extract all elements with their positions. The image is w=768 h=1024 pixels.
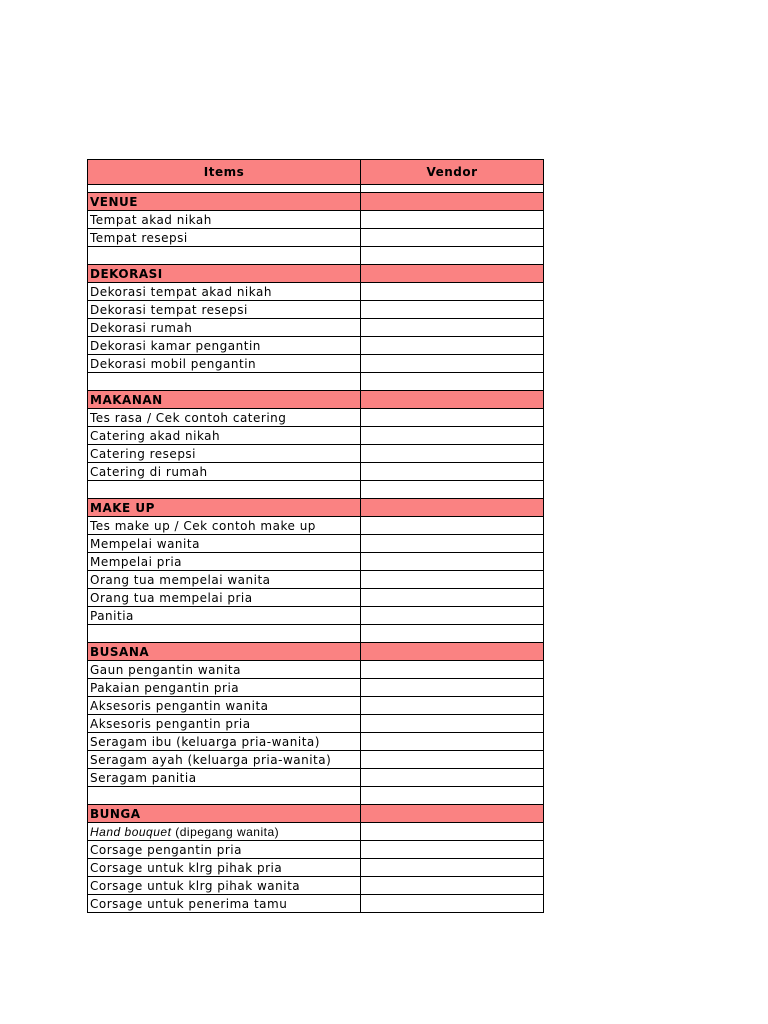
vendor-cell[interactable] bbox=[361, 211, 544, 229]
table-row bbox=[88, 409, 544, 427]
spacer-row bbox=[88, 185, 544, 193]
table-row bbox=[88, 553, 544, 571]
table-row bbox=[88, 607, 544, 625]
blank-cell bbox=[361, 247, 544, 265]
vendor-cell[interactable] bbox=[361, 571, 544, 589]
item-cell: Aksesoris pengantin wanita bbox=[88, 697, 361, 715]
table-row bbox=[88, 229, 544, 247]
blank-row bbox=[88, 373, 544, 391]
item-rest: (dipegang wanita) bbox=[171, 824, 280, 839]
table-row bbox=[88, 319, 544, 337]
vendor-cell[interactable] bbox=[361, 445, 544, 463]
item-emphasis: Hand bouquet bbox=[90, 824, 172, 839]
table-row bbox=[88, 715, 544, 733]
vendor-cell[interactable] bbox=[361, 751, 544, 769]
vendor-cell[interactable] bbox=[361, 535, 544, 553]
item-cell: Tes rasa / Cek contoh catering bbox=[88, 409, 361, 427]
table-row bbox=[88, 895, 544, 913]
item-cell: Tempat akad nikah bbox=[88, 211, 361, 229]
items-column-header: Items bbox=[88, 160, 361, 185]
table-row bbox=[88, 337, 544, 355]
item-cell: Seragam panitia bbox=[88, 769, 361, 787]
vendor-cell[interactable] bbox=[361, 427, 544, 445]
header-row bbox=[88, 160, 544, 185]
blank-row bbox=[88, 787, 544, 805]
vendor-cell[interactable] bbox=[361, 319, 544, 337]
item-cell bbox=[88, 823, 361, 841]
item-cell: Dekorasi kamar pengantin bbox=[88, 337, 361, 355]
item-cell: Panitia bbox=[88, 607, 361, 625]
table-row bbox=[88, 535, 544, 553]
blank-cell bbox=[361, 481, 544, 499]
item-cell: Catering akad nikah bbox=[88, 427, 361, 445]
vendor-cell[interactable] bbox=[361, 859, 544, 877]
table-row bbox=[88, 355, 544, 373]
table-row bbox=[88, 769, 544, 787]
item-cell: Dekorasi tempat akad nikah bbox=[88, 283, 361, 301]
vendor-cell[interactable] bbox=[361, 553, 544, 571]
vendor-cell[interactable] bbox=[361, 769, 544, 787]
table-body bbox=[88, 185, 544, 913]
blank-cell bbox=[361, 787, 544, 805]
item-cell: Tes make up / Cek contoh make up bbox=[88, 517, 361, 535]
vendor-cell[interactable] bbox=[361, 697, 544, 715]
item-cell: Orang tua mempelai pria bbox=[88, 589, 361, 607]
table-row bbox=[88, 445, 544, 463]
section-vendor-cell bbox=[361, 391, 544, 409]
section-vendor-cell bbox=[361, 643, 544, 661]
vendor-cell[interactable] bbox=[361, 661, 544, 679]
item-cell: Catering di rumah bbox=[88, 463, 361, 481]
section-vendor-cell bbox=[361, 193, 544, 211]
section-row bbox=[88, 265, 544, 283]
section-vendor-cell bbox=[361, 805, 544, 823]
item-cell: Pakaian pengantin pria bbox=[88, 679, 361, 697]
item-cell: Tempat resepsi bbox=[88, 229, 361, 247]
section-vendor-cell bbox=[361, 265, 544, 283]
table-row bbox=[88, 733, 544, 751]
blank-cell bbox=[88, 373, 361, 391]
vendor-cell[interactable] bbox=[361, 607, 544, 625]
item-cell: Corsage untuk klrg pihak wanita bbox=[88, 877, 361, 895]
vendor-cell[interactable] bbox=[361, 301, 544, 319]
vendor-cell[interactable] bbox=[361, 229, 544, 247]
item-cell: Dekorasi tempat resepsi bbox=[88, 301, 361, 319]
blank-cell bbox=[88, 247, 361, 265]
vendor-cell[interactable] bbox=[361, 337, 544, 355]
section-title: DEKORASI bbox=[88, 265, 361, 283]
table-row bbox=[88, 679, 544, 697]
vendor-cell[interactable] bbox=[361, 823, 544, 841]
vendor-cell[interactable] bbox=[361, 895, 544, 913]
wedding-vendor-table bbox=[87, 159, 544, 913]
table-row bbox=[88, 517, 544, 535]
table-row bbox=[88, 859, 544, 877]
vendor-cell[interactable] bbox=[361, 463, 544, 481]
vendor-cell[interactable] bbox=[361, 589, 544, 607]
table-row bbox=[88, 661, 544, 679]
blank-cell bbox=[361, 625, 544, 643]
vendor-cell[interactable] bbox=[361, 841, 544, 859]
section-title: BUSANA bbox=[88, 643, 361, 661]
item-cell: Orang tua mempelai wanita bbox=[88, 571, 361, 589]
section-title: MAKANAN bbox=[88, 391, 361, 409]
table-row bbox=[88, 463, 544, 481]
blank-cell bbox=[361, 373, 544, 391]
table-row bbox=[88, 211, 544, 229]
spacer-cell bbox=[361, 185, 544, 193]
blank-row bbox=[88, 481, 544, 499]
table-row bbox=[88, 283, 544, 301]
item-cell: Corsage untuk klrg pihak pria bbox=[88, 859, 361, 877]
item-cell: Corsage pengantin pria bbox=[88, 841, 361, 859]
vendor-cell[interactable] bbox=[361, 355, 544, 373]
blank-cell bbox=[88, 787, 361, 805]
table-row bbox=[88, 841, 544, 859]
section-row bbox=[88, 499, 544, 517]
vendor-cell[interactable] bbox=[361, 679, 544, 697]
item-cell: Dekorasi mobil pengantin bbox=[88, 355, 361, 373]
section-row bbox=[88, 391, 544, 409]
item-cell: Corsage untuk penerima tamu bbox=[88, 895, 361, 913]
vendor-column-header: Vendor bbox=[361, 160, 544, 185]
spacer-cell bbox=[88, 185, 361, 193]
table-row bbox=[88, 823, 544, 841]
blank-cell bbox=[88, 625, 361, 643]
vendor-cell[interactable] bbox=[361, 715, 544, 733]
blank-cell bbox=[88, 481, 361, 499]
vendor-cell[interactable] bbox=[361, 517, 544, 535]
table-row bbox=[88, 697, 544, 715]
item-cell: Dekorasi rumah bbox=[88, 319, 361, 337]
section-row bbox=[88, 193, 544, 211]
blank-row bbox=[88, 247, 544, 265]
section-row bbox=[88, 805, 544, 823]
item-cell: Mempelai pria bbox=[88, 553, 361, 571]
vendor-cell[interactable] bbox=[361, 283, 544, 301]
table-row bbox=[88, 301, 544, 319]
section-row bbox=[88, 643, 544, 661]
section-vendor-cell bbox=[361, 499, 544, 517]
table-row bbox=[88, 751, 544, 769]
section-title: VENUE bbox=[88, 193, 361, 211]
item-cell: Aksesoris pengantin pria bbox=[88, 715, 361, 733]
table-row bbox=[88, 571, 544, 589]
vendor-cell[interactable] bbox=[361, 409, 544, 427]
item-cell: Mempelai wanita bbox=[88, 535, 361, 553]
item-cell: Gaun pengantin wanita bbox=[88, 661, 361, 679]
section-title: BUNGA bbox=[88, 805, 361, 823]
blank-row bbox=[88, 625, 544, 643]
item-cell: Seragam ayah (keluarga pria-wanita) bbox=[88, 751, 361, 769]
table-row bbox=[88, 877, 544, 895]
item-cell: Catering resepsi bbox=[88, 445, 361, 463]
vendor-cell[interactable] bbox=[361, 733, 544, 751]
table-row bbox=[88, 427, 544, 445]
table-row bbox=[88, 589, 544, 607]
section-title: MAKE UP bbox=[88, 499, 361, 517]
vendor-cell[interactable] bbox=[361, 877, 544, 895]
item-cell: Seragam ibu (keluarga pria-wanita) bbox=[88, 733, 361, 751]
